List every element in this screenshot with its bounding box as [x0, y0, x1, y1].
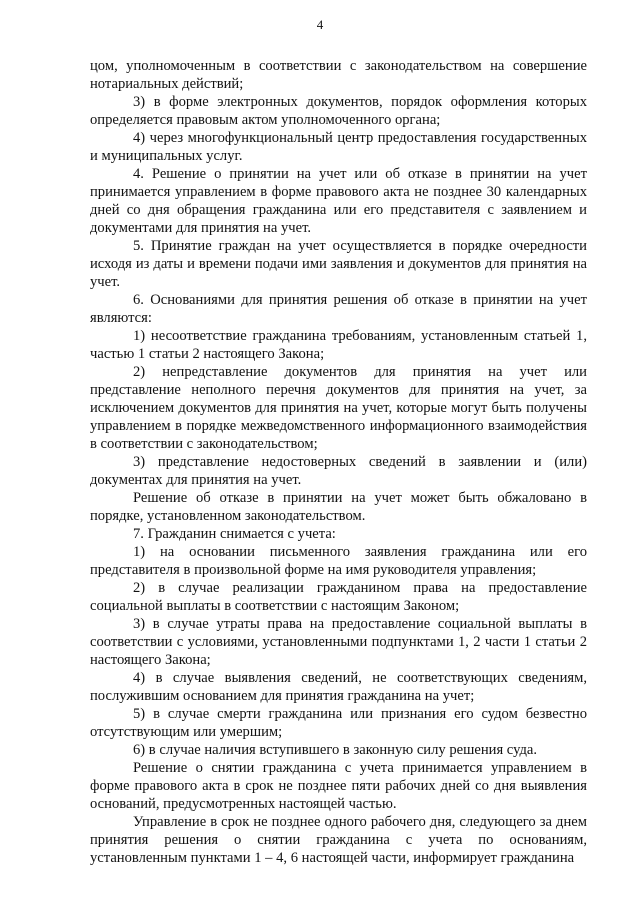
paragraph: Управление в срок не позднее одного рабочего дня, следующего за днем принятия решения о снятии гражданина с учета по основаниям, установленным пунктами 1 – 4, 6 настоящей части, информирует гражданина [90, 814, 587, 866]
paragraph: 3) представление недостоверных сведений в заявлении и (или) документах для принятия на учет. [90, 454, 587, 488]
paragraph: 7. Гражданин снимается с учета: [133, 526, 336, 542]
paragraph: 3) в случае утраты права на предоставление социальной выплаты в соответствии с условиями, установленными подпунктами 1, 2 части 1 статьи 2 настоящего Закона; [90, 616, 587, 668]
paragraph: 2) непредставление документов для принятия на учет или представление неполного перечня документов для принятия на учет, за исключением документов для принятия на учет, которые могут быть получены управлением в порядке межведомственного информационного взаимодействия в соответствии с законодательством; [90, 364, 587, 452]
page-number: 4 [316, 17, 324, 32]
paragraph: 6) в случае наличия вступившего в законную силу решения суда. [133, 742, 538, 758]
document-body [90, 57, 587, 867]
paragraph: Решение об отказе в принятии на учет может быть обжаловано в порядке, установленном законодательством. [90, 490, 587, 524]
paragraph: 4) в случае выявления сведений, не соответствующих сведениям, послужившим основанием для принятия гражданина на учет; [90, 670, 587, 704]
paragraph: 6. Основаниями для принятия решения об отказе в принятии на учет являются: [90, 292, 587, 326]
paragraph: 4. Решение о принятии на учет или об отказе в принятии на учет принимается управлением в форме правового акта не позднее 30 календарных дней со дня обращения гражданина или его представителя с заявлением и документами для принятия на учет. [90, 166, 587, 236]
paragraph: 3) в форме электронных документов, порядок оформления которых определяется правовым актом уполномоченного органа; [90, 94, 587, 128]
paragraph: 5. Принятие граждан на учет осуществляется в порядке очередности исходя из даты и времени подачи ими заявления и документов для принятия на учет. [90, 238, 587, 290]
paragraph: 1) несоответствие гражданина требованиям, установленным статьей 1, частью 1 статьи 2 настоящего Закона; [90, 328, 587, 362]
paragraph: 2) в случае реализации гражданином права на предоставление социальной выплаты в соответствии с настоящим Законом; [90, 580, 587, 614]
paragraph: цом, уполномоченным в соответствии с законодательством на совершение нотариальных действий; [90, 58, 587, 92]
paragraph: 5) в случае смерти гражданина или признания его судом безвестно отсутствующим или умершим; [90, 706, 587, 740]
paragraph: Решение о снятии гражданина с учета принимается управлением в форме правового акта в срок не позднее пяти рабочих дней со дня выявления оснований, предусмотренных настоящей частью. [90, 760, 587, 812]
paragraph: 4) через многофункциональный центр предоставления государственных и муниципальных услуг. [90, 130, 587, 164]
paragraph: 1) на основании письменного заявления гражданина или его представителя в произвольной форме на имя руководителя управления; [90, 544, 587, 578]
